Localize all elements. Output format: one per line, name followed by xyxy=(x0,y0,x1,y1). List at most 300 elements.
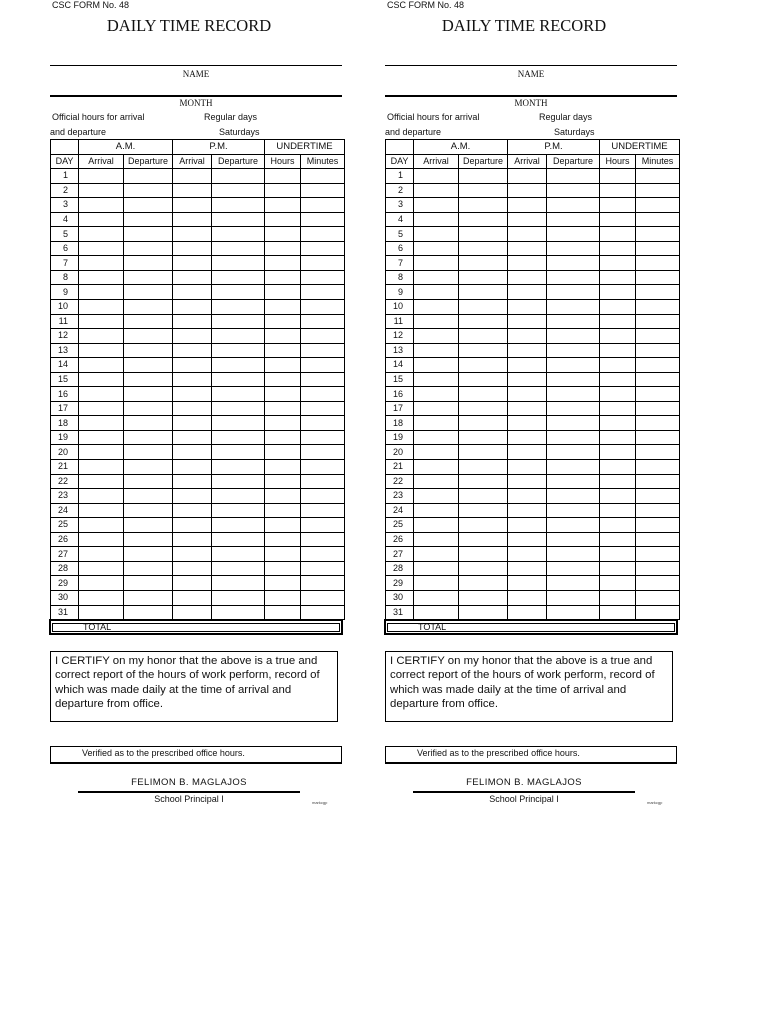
pm-arrival-cell[interactable] xyxy=(508,445,547,460)
undertime-minutes-cell[interactable] xyxy=(636,358,680,373)
pm-departure-cell[interactable] xyxy=(547,183,600,198)
am-departure-cell[interactable] xyxy=(459,416,508,431)
undertime-minutes-cell[interactable] xyxy=(301,343,345,358)
undertime-hours-cell[interactable] xyxy=(265,169,301,184)
pm-arrival-cell[interactable] xyxy=(508,358,547,373)
am-arrival-cell[interactable] xyxy=(414,212,459,227)
undertime-minutes-cell[interactable] xyxy=(636,372,680,387)
am-departure-cell[interactable] xyxy=(124,169,173,184)
undertime-hours-cell[interactable] xyxy=(265,241,301,256)
undertime-hours-cell[interactable] xyxy=(265,314,301,329)
am-departure-cell[interactable] xyxy=(459,314,508,329)
am-departure-cell[interactable] xyxy=(124,329,173,344)
am-departure-cell[interactable] xyxy=(124,358,173,373)
pm-departure-cell[interactable] xyxy=(212,445,265,460)
am-arrival-cell[interactable] xyxy=(414,285,459,300)
undertime-hours-cell[interactable] xyxy=(265,212,301,227)
pm-departure-cell[interactable] xyxy=(212,285,265,300)
undertime-minutes-cell[interactable] xyxy=(636,416,680,431)
am-arrival-cell[interactable] xyxy=(414,358,459,373)
undertime-minutes-cell[interactable] xyxy=(636,503,680,518)
undertime-hours-cell[interactable] xyxy=(600,547,636,562)
pm-arrival-cell[interactable] xyxy=(173,285,212,300)
undertime-minutes-cell[interactable] xyxy=(636,212,680,227)
am-arrival-cell[interactable] xyxy=(414,329,459,344)
pm-departure-cell[interactable] xyxy=(212,460,265,475)
am-departure-cell[interactable] xyxy=(124,343,173,358)
am-departure-cell[interactable] xyxy=(124,576,173,591)
pm-departure-cell[interactable] xyxy=(212,256,265,271)
am-departure-cell[interactable] xyxy=(459,503,508,518)
pm-departure-cell[interactable] xyxy=(547,270,600,285)
pm-arrival-cell[interactable] xyxy=(173,532,212,547)
pm-arrival-cell[interactable] xyxy=(173,358,212,373)
pm-arrival-cell[interactable] xyxy=(508,547,547,562)
am-departure-cell[interactable] xyxy=(459,474,508,489)
pm-departure-cell[interactable] xyxy=(212,314,265,329)
pm-departure-cell[interactable] xyxy=(212,270,265,285)
undertime-hours-cell[interactable] xyxy=(600,460,636,475)
undertime-minutes-cell[interactable] xyxy=(301,285,345,300)
am-arrival-cell[interactable] xyxy=(414,605,459,620)
undertime-hours-cell[interactable] xyxy=(265,532,301,547)
am-departure-cell[interactable] xyxy=(124,212,173,227)
undertime-hours-cell[interactable] xyxy=(600,256,636,271)
am-arrival-cell[interactable] xyxy=(79,401,124,416)
undertime-hours-cell[interactable] xyxy=(600,241,636,256)
am-departure-cell[interactable] xyxy=(459,300,508,315)
undertime-minutes-cell[interactable] xyxy=(301,590,345,605)
pm-departure-cell[interactable] xyxy=(547,212,600,227)
pm-departure-cell[interactable] xyxy=(547,401,600,416)
undertime-hours-cell[interactable] xyxy=(265,503,301,518)
undertime-hours-cell[interactable] xyxy=(600,372,636,387)
pm-departure-cell[interactable] xyxy=(212,416,265,431)
undertime-minutes-cell[interactable] xyxy=(636,460,680,475)
pm-departure-cell[interactable] xyxy=(547,430,600,445)
am-arrival-cell[interactable] xyxy=(414,270,459,285)
am-arrival-cell[interactable] xyxy=(79,532,124,547)
am-departure-cell[interactable] xyxy=(124,518,173,533)
am-departure-cell[interactable] xyxy=(124,503,173,518)
am-departure-cell[interactable] xyxy=(124,416,173,431)
pm-arrival-cell[interactable] xyxy=(173,401,212,416)
undertime-minutes-cell[interactable] xyxy=(301,183,345,198)
am-arrival-cell[interactable] xyxy=(79,576,124,591)
am-arrival-cell[interactable] xyxy=(79,474,124,489)
pm-departure-cell[interactable] xyxy=(547,590,600,605)
am-arrival-cell[interactable] xyxy=(79,212,124,227)
am-arrival-cell[interactable] xyxy=(79,547,124,562)
undertime-minutes-cell[interactable] xyxy=(636,387,680,402)
am-arrival-cell[interactable] xyxy=(414,430,459,445)
am-arrival-cell[interactable] xyxy=(79,198,124,213)
am-arrival-cell[interactable] xyxy=(414,445,459,460)
undertime-minutes-cell[interactable] xyxy=(636,590,680,605)
pm-arrival-cell[interactable] xyxy=(508,198,547,213)
undertime-minutes-cell[interactable] xyxy=(636,605,680,620)
pm-arrival-cell[interactable] xyxy=(508,241,547,256)
pm-departure-cell[interactable] xyxy=(212,430,265,445)
am-arrival-cell[interactable] xyxy=(414,372,459,387)
am-arrival-cell[interactable] xyxy=(79,343,124,358)
am-departure-cell[interactable] xyxy=(124,300,173,315)
pm-departure-cell[interactable] xyxy=(547,372,600,387)
pm-arrival-cell[interactable] xyxy=(508,561,547,576)
undertime-minutes-cell[interactable] xyxy=(636,532,680,547)
undertime-hours-cell[interactable] xyxy=(600,198,636,213)
pm-departure-cell[interactable] xyxy=(212,198,265,213)
undertime-hours-cell[interactable] xyxy=(265,300,301,315)
am-arrival-cell[interactable] xyxy=(414,489,459,504)
undertime-minutes-cell[interactable] xyxy=(636,329,680,344)
am-arrival-cell[interactable] xyxy=(414,416,459,431)
am-arrival-cell[interactable] xyxy=(414,474,459,489)
undertime-hours-cell[interactable] xyxy=(600,387,636,402)
undertime-hours-cell[interactable] xyxy=(265,401,301,416)
pm-departure-cell[interactable] xyxy=(212,590,265,605)
undertime-hours-cell[interactable] xyxy=(600,401,636,416)
undertime-minutes-cell[interactable] xyxy=(636,198,680,213)
am-departure-cell[interactable] xyxy=(459,241,508,256)
pm-departure-cell[interactable] xyxy=(547,576,600,591)
am-arrival-cell[interactable] xyxy=(79,329,124,344)
am-arrival-cell[interactable] xyxy=(79,605,124,620)
pm-arrival-cell[interactable] xyxy=(508,270,547,285)
pm-arrival-cell[interactable] xyxy=(508,605,547,620)
undertime-hours-cell[interactable] xyxy=(265,474,301,489)
pm-arrival-cell[interactable] xyxy=(173,503,212,518)
undertime-minutes-cell[interactable] xyxy=(636,270,680,285)
am-departure-cell[interactable] xyxy=(124,430,173,445)
pm-departure-cell[interactable] xyxy=(547,285,600,300)
undertime-minutes-cell[interactable] xyxy=(636,547,680,562)
pm-arrival-cell[interactable] xyxy=(173,372,212,387)
am-departure-cell[interactable] xyxy=(459,460,508,475)
am-departure-cell[interactable] xyxy=(459,285,508,300)
am-departure-cell[interactable] xyxy=(459,547,508,562)
undertime-minutes-cell[interactable] xyxy=(636,300,680,315)
pm-departure-cell[interactable] xyxy=(212,605,265,620)
undertime-hours-cell[interactable] xyxy=(265,561,301,576)
am-departure-cell[interactable] xyxy=(124,561,173,576)
pm-departure-cell[interactable] xyxy=(212,547,265,562)
pm-arrival-cell[interactable] xyxy=(508,169,547,184)
pm-arrival-cell[interactable] xyxy=(173,474,212,489)
undertime-minutes-cell[interactable] xyxy=(636,285,680,300)
am-departure-cell[interactable] xyxy=(124,460,173,475)
undertime-hours-cell[interactable] xyxy=(600,430,636,445)
am-departure-cell[interactable] xyxy=(459,489,508,504)
am-departure-cell[interactable] xyxy=(459,358,508,373)
am-arrival-cell[interactable] xyxy=(414,590,459,605)
undertime-hours-cell[interactable] xyxy=(265,329,301,344)
am-departure-cell[interactable] xyxy=(124,372,173,387)
am-departure-cell[interactable] xyxy=(124,547,173,562)
pm-arrival-cell[interactable] xyxy=(508,300,547,315)
pm-departure-cell[interactable] xyxy=(547,503,600,518)
undertime-hours-cell[interactable] xyxy=(265,256,301,271)
pm-arrival-cell[interactable] xyxy=(173,445,212,460)
pm-departure-cell[interactable] xyxy=(212,300,265,315)
pm-departure-cell[interactable] xyxy=(212,489,265,504)
pm-arrival-cell[interactable] xyxy=(508,387,547,402)
undertime-minutes-cell[interactable] xyxy=(301,256,345,271)
undertime-minutes-cell[interactable] xyxy=(301,518,345,533)
am-departure-cell[interactable] xyxy=(124,387,173,402)
am-arrival-cell[interactable] xyxy=(79,270,124,285)
am-departure-cell[interactable] xyxy=(459,518,508,533)
undertime-minutes-cell[interactable] xyxy=(636,256,680,271)
pm-arrival-cell[interactable] xyxy=(173,387,212,402)
pm-arrival-cell[interactable] xyxy=(173,198,212,213)
undertime-minutes-cell[interactable] xyxy=(301,227,345,242)
undertime-minutes-cell[interactable] xyxy=(636,314,680,329)
pm-arrival-cell[interactable] xyxy=(508,329,547,344)
am-arrival-cell[interactable] xyxy=(414,460,459,475)
undertime-hours-cell[interactable] xyxy=(265,518,301,533)
pm-departure-cell[interactable] xyxy=(547,314,600,329)
pm-arrival-cell[interactable] xyxy=(173,169,212,184)
pm-departure-cell[interactable] xyxy=(547,532,600,547)
pm-arrival-cell[interactable] xyxy=(173,241,212,256)
undertime-hours-cell[interactable] xyxy=(265,358,301,373)
pm-arrival-cell[interactable] xyxy=(508,430,547,445)
undertime-minutes-cell[interactable] xyxy=(301,416,345,431)
am-departure-cell[interactable] xyxy=(124,183,173,198)
pm-departure-cell[interactable] xyxy=(212,241,265,256)
undertime-hours-cell[interactable] xyxy=(600,532,636,547)
undertime-hours-cell[interactable] xyxy=(600,445,636,460)
am-departure-cell[interactable] xyxy=(124,227,173,242)
am-arrival-cell[interactable] xyxy=(79,445,124,460)
pm-arrival-cell[interactable] xyxy=(173,590,212,605)
undertime-hours-cell[interactable] xyxy=(265,576,301,591)
pm-departure-cell[interactable] xyxy=(212,169,265,184)
pm-arrival-cell[interactable] xyxy=(173,227,212,242)
undertime-hours-cell[interactable] xyxy=(600,329,636,344)
am-arrival-cell[interactable] xyxy=(414,343,459,358)
undertime-minutes-cell[interactable] xyxy=(301,430,345,445)
undertime-hours-cell[interactable] xyxy=(265,547,301,562)
undertime-hours-cell[interactable] xyxy=(265,183,301,198)
pm-departure-cell[interactable] xyxy=(547,329,600,344)
pm-arrival-cell[interactable] xyxy=(173,300,212,315)
undertime-hours-cell[interactable] xyxy=(600,314,636,329)
am-departure-cell[interactable] xyxy=(459,430,508,445)
am-arrival-cell[interactable] xyxy=(414,401,459,416)
pm-arrival-cell[interactable] xyxy=(508,532,547,547)
pm-departure-cell[interactable] xyxy=(212,387,265,402)
pm-arrival-cell[interactable] xyxy=(508,372,547,387)
undertime-minutes-cell[interactable] xyxy=(301,198,345,213)
am-departure-cell[interactable] xyxy=(459,329,508,344)
undertime-hours-cell[interactable] xyxy=(600,343,636,358)
pm-departure-cell[interactable] xyxy=(212,503,265,518)
pm-departure-cell[interactable] xyxy=(212,372,265,387)
am-arrival-cell[interactable] xyxy=(414,561,459,576)
pm-arrival-cell[interactable] xyxy=(508,314,547,329)
pm-departure-cell[interactable] xyxy=(212,183,265,198)
pm-departure-cell[interactable] xyxy=(547,241,600,256)
pm-arrival-cell[interactable] xyxy=(173,430,212,445)
am-arrival-cell[interactable] xyxy=(79,314,124,329)
undertime-hours-cell[interactable] xyxy=(265,227,301,242)
undertime-hours-cell[interactable] xyxy=(600,503,636,518)
pm-departure-cell[interactable] xyxy=(547,343,600,358)
am-arrival-cell[interactable] xyxy=(79,285,124,300)
undertime-minutes-cell[interactable] xyxy=(301,401,345,416)
undertime-hours-cell[interactable] xyxy=(265,605,301,620)
pm-departure-cell[interactable] xyxy=(547,605,600,620)
am-departure-cell[interactable] xyxy=(459,372,508,387)
am-departure-cell[interactable] xyxy=(459,561,508,576)
pm-arrival-cell[interactable] xyxy=(508,503,547,518)
pm-arrival-cell[interactable] xyxy=(173,329,212,344)
undertime-minutes-cell[interactable] xyxy=(636,169,680,184)
undertime-hours-cell[interactable] xyxy=(600,605,636,620)
undertime-hours-cell[interactable] xyxy=(265,460,301,475)
am-arrival-cell[interactable] xyxy=(414,314,459,329)
pm-arrival-cell[interactable] xyxy=(173,212,212,227)
am-arrival-cell[interactable] xyxy=(414,300,459,315)
undertime-hours-cell[interactable] xyxy=(600,285,636,300)
am-arrival-cell[interactable] xyxy=(79,183,124,198)
pm-departure-cell[interactable] xyxy=(212,358,265,373)
am-arrival-cell[interactable] xyxy=(79,460,124,475)
am-departure-cell[interactable] xyxy=(459,227,508,242)
am-arrival-cell[interactable] xyxy=(79,227,124,242)
undertime-minutes-cell[interactable] xyxy=(301,503,345,518)
undertime-hours-cell[interactable] xyxy=(265,270,301,285)
pm-arrival-cell[interactable] xyxy=(173,183,212,198)
undertime-minutes-cell[interactable] xyxy=(301,329,345,344)
undertime-hours-cell[interactable] xyxy=(265,590,301,605)
am-departure-cell[interactable] xyxy=(459,576,508,591)
undertime-minutes-cell[interactable] xyxy=(301,489,345,504)
undertime-minutes-cell[interactable] xyxy=(301,314,345,329)
pm-departure-cell[interactable] xyxy=(547,445,600,460)
undertime-hours-cell[interactable] xyxy=(265,489,301,504)
undertime-minutes-cell[interactable] xyxy=(636,518,680,533)
pm-arrival-cell[interactable] xyxy=(508,212,547,227)
am-departure-cell[interactable] xyxy=(459,169,508,184)
undertime-hours-cell[interactable] xyxy=(600,300,636,315)
am-departure-cell[interactable] xyxy=(459,445,508,460)
pm-departure-cell[interactable] xyxy=(547,358,600,373)
pm-departure-cell[interactable] xyxy=(212,561,265,576)
am-arrival-cell[interactable] xyxy=(414,169,459,184)
am-arrival-cell[interactable] xyxy=(79,518,124,533)
pm-arrival-cell[interactable] xyxy=(173,270,212,285)
undertime-minutes-cell[interactable] xyxy=(301,474,345,489)
am-arrival-cell[interactable] xyxy=(79,503,124,518)
am-departure-cell[interactable] xyxy=(124,445,173,460)
am-departure-cell[interactable] xyxy=(124,489,173,504)
pm-arrival-cell[interactable] xyxy=(173,605,212,620)
am-arrival-cell[interactable] xyxy=(414,387,459,402)
am-arrival-cell[interactable] xyxy=(414,576,459,591)
am-arrival-cell[interactable] xyxy=(414,198,459,213)
undertime-hours-cell[interactable] xyxy=(600,416,636,431)
am-arrival-cell[interactable] xyxy=(79,169,124,184)
pm-arrival-cell[interactable] xyxy=(508,474,547,489)
undertime-hours-cell[interactable] xyxy=(265,372,301,387)
am-arrival-cell[interactable] xyxy=(414,547,459,562)
pm-arrival-cell[interactable] xyxy=(173,416,212,431)
undertime-hours-cell[interactable] xyxy=(265,430,301,445)
am-departure-cell[interactable] xyxy=(459,387,508,402)
pm-arrival-cell[interactable] xyxy=(508,401,547,416)
pm-departure-cell[interactable] xyxy=(547,547,600,562)
am-arrival-cell[interactable] xyxy=(414,241,459,256)
undertime-hours-cell[interactable] xyxy=(600,183,636,198)
am-departure-cell[interactable] xyxy=(459,532,508,547)
pm-departure-cell[interactable] xyxy=(212,343,265,358)
pm-arrival-cell[interactable] xyxy=(508,416,547,431)
undertime-hours-cell[interactable] xyxy=(600,212,636,227)
undertime-minutes-cell[interactable] xyxy=(301,270,345,285)
pm-departure-cell[interactable] xyxy=(212,518,265,533)
undertime-minutes-cell[interactable] xyxy=(636,445,680,460)
undertime-hours-cell[interactable] xyxy=(600,489,636,504)
undertime-hours-cell[interactable] xyxy=(265,445,301,460)
pm-arrival-cell[interactable] xyxy=(173,314,212,329)
pm-arrival-cell[interactable] xyxy=(173,489,212,504)
undertime-minutes-cell[interactable] xyxy=(301,460,345,475)
pm-arrival-cell[interactable] xyxy=(508,576,547,591)
undertime-hours-cell[interactable] xyxy=(265,416,301,431)
undertime-minutes-cell[interactable] xyxy=(636,183,680,198)
am-arrival-cell[interactable] xyxy=(414,518,459,533)
am-departure-cell[interactable] xyxy=(124,285,173,300)
pm-departure-cell[interactable] xyxy=(547,198,600,213)
am-arrival-cell[interactable] xyxy=(79,256,124,271)
pm-arrival-cell[interactable] xyxy=(508,183,547,198)
pm-arrival-cell[interactable] xyxy=(173,547,212,562)
pm-departure-cell[interactable] xyxy=(547,518,600,533)
am-arrival-cell[interactable] xyxy=(79,241,124,256)
undertime-minutes-cell[interactable] xyxy=(636,576,680,591)
pm-arrival-cell[interactable] xyxy=(508,256,547,271)
am-departure-cell[interactable] xyxy=(124,314,173,329)
pm-departure-cell[interactable] xyxy=(212,401,265,416)
undertime-hours-cell[interactable] xyxy=(600,576,636,591)
undertime-minutes-cell[interactable] xyxy=(301,605,345,620)
pm-departure-cell[interactable] xyxy=(212,212,265,227)
pm-departure-cell[interactable] xyxy=(547,489,600,504)
am-departure-cell[interactable] xyxy=(459,590,508,605)
am-departure-cell[interactable] xyxy=(124,256,173,271)
am-departure-cell[interactable] xyxy=(124,270,173,285)
undertime-hours-cell[interactable] xyxy=(600,590,636,605)
pm-departure-cell[interactable] xyxy=(547,300,600,315)
am-arrival-cell[interactable] xyxy=(79,489,124,504)
am-departure-cell[interactable] xyxy=(459,198,508,213)
am-departure-cell[interactable] xyxy=(459,183,508,198)
pm-arrival-cell[interactable] xyxy=(508,489,547,504)
undertime-minutes-cell[interactable] xyxy=(636,241,680,256)
pm-departure-cell[interactable] xyxy=(547,474,600,489)
pm-departure-cell[interactable] xyxy=(547,561,600,576)
undertime-hours-cell[interactable] xyxy=(265,387,301,402)
undertime-hours-cell[interactable] xyxy=(600,518,636,533)
am-arrival-cell[interactable] xyxy=(414,227,459,242)
undertime-hours-cell[interactable] xyxy=(265,198,301,213)
am-departure-cell[interactable] xyxy=(124,605,173,620)
am-arrival-cell[interactable] xyxy=(79,590,124,605)
am-arrival-cell[interactable] xyxy=(79,416,124,431)
